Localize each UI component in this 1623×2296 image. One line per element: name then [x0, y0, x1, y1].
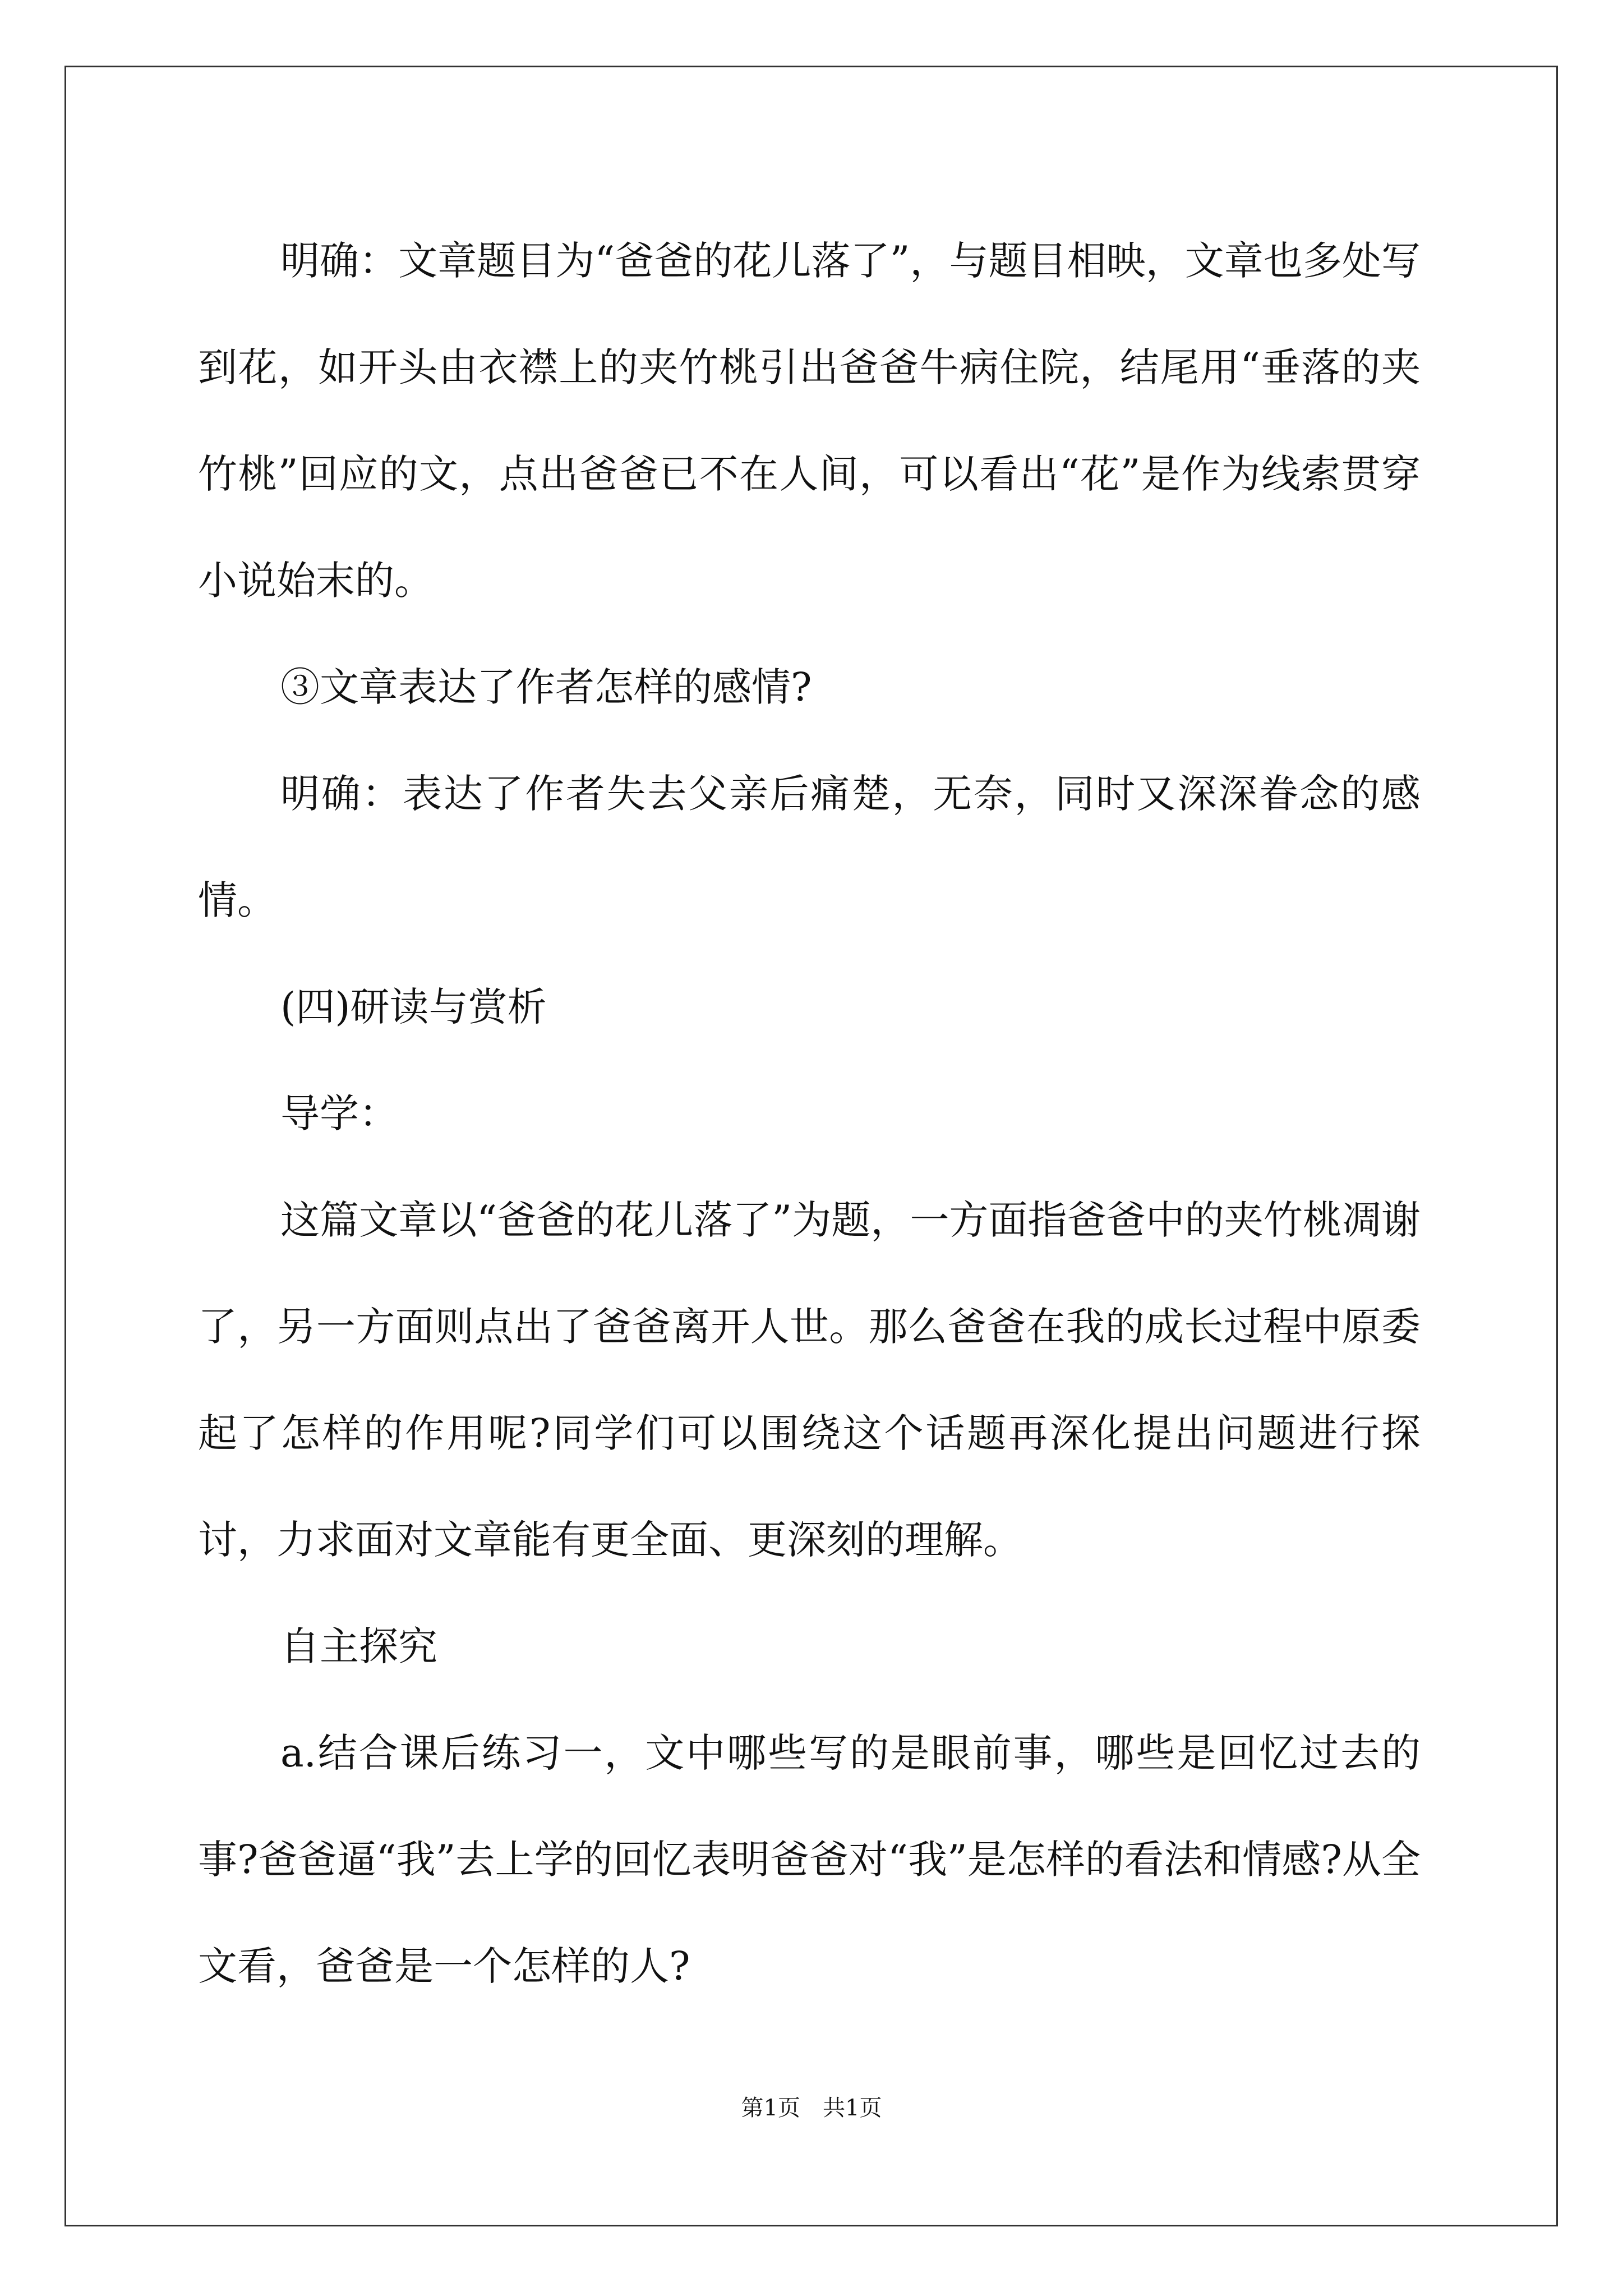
page-total: 共1页 [823, 2095, 882, 2121]
document-body [198, 208, 1421, 2019]
paragraph-clarification-emotion: 明确：表达了作者失去父亲后痛楚，无奈，同时又深深眷念的感情。 [198, 771, 1421, 923]
paragraph-question-3: ③文章表达了作者怎样的感情? [280, 664, 812, 710]
page-footer [0, 2091, 1623, 2125]
page-number: 第1页 [741, 2095, 800, 2121]
paragraph-guide: 这篇文章以“爸爸的花儿落了”为题，一方面指爸爸中的夹竹桃凋谢了，另一方面则点出了爸爸离开人世。那么爸爸在我的成长过程中原委起了怎样的作用呢?同学们可以围绕这个话题再深化提出问题进行探讨，力求面对文章能有更全面、更深刻的理解。 [198, 1197, 1421, 1563]
subheading-self-study: 自主探究 [280, 1623, 437, 1669]
paragraph-clarification-title: 明确：文章题目为“爸爸的花儿落了”，与题目相映，文章也多处写到花，如开头由衣襟上的夹竹桃引出爸爸牛病住院，结尾用“垂落的夹竹桃”回应的文，点出爸爸已不在人间，可以看出“花”是作为线索贯穿小说始末的。 [198, 238, 1421, 604]
guide-label: 导学： [280, 1091, 398, 1137]
section-heading: (四)研读与赏析 [280, 984, 547, 1030]
paragraph-question-a: a.结合课后练习一，文中哪些写的是眼前事，哪些是回忆过去的事?爸爸逼“我”去上学的回忆表明爸爸对“我”是怎样的看法和情感?从全文看，爸爸是一个怎样的人? [198, 1730, 1421, 1989]
